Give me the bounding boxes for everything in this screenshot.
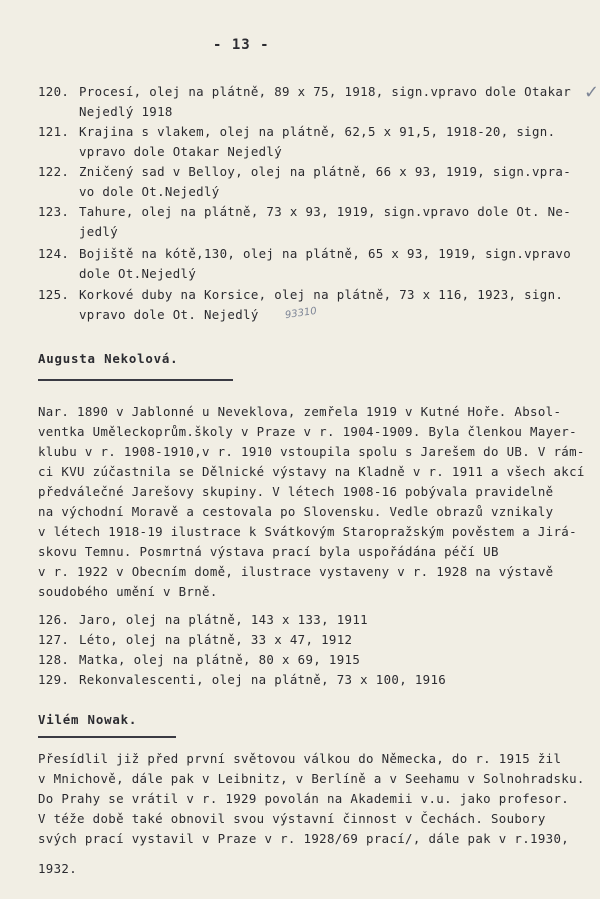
section-heading-nekolova: Augusta Nekolová. bbox=[38, 351, 179, 366]
section-heading-nowak: Vilém Nowak. bbox=[38, 712, 138, 727]
list-item-124-cont: dole Ot.Nejedlý bbox=[79, 266, 197, 281]
list-item-120: 120. Procesí, olej na plátně, 89 x 75, 1918, sign.vpravo dole Otakar bbox=[38, 84, 572, 99]
check-mark: ✓ bbox=[584, 82, 600, 103]
list-item-125-cont: vpravo dole Ot. Nejedlý bbox=[79, 307, 259, 322]
list-item-127: 127. Léto, olej na plátně, 33 x 47, 1912 bbox=[38, 632, 353, 647]
document-page: - 13 - 120. Procesí, olej na plátně, 89 x 75, 1918, sign.vpravo dole Otakar Nejedlý 1918 ✓ 121. Krajina s vlakem, olej na plátně, 62,5 x 91,5, 1918-20, sign. vpravo dole Otakar Nejedlý 122. Zničený sad v Belloy, olej na plátně, 66 x 93, 1919, sign.vpra- vo dole Ot.Nejedlý 123. Tahure, olej na plátně, 73 x 93, 1919, sign.vpravo dole Ot. Ne- jedlý 124. Bojiště na kótě,130, olej na plátně, 65 x 93, 1919, sign.vpravo dole Ot.Nejedlý 125. Korkové duby na Korsice, olej na plátně, 73 x 116, 1923, sign. vpravo dole Ot. Nejedlý 93310 Augusta Nekolová. Nar. 1890 v Jablonné u Neveklova, zemřela 1919 v Kutné Hoře. Absol- ventka Uměleckoprům.školy v Praze v r. 1904-1909. Byla členkou Mayer- klubu v r. 1908-1910,v r. 1910 vstoupila spolu s Jarešem do UB. V rám- ci KVU zúčastnila se Dělnické výstavy na Kladně v r. 1911 a všech akcí předválečné Jarešovy skupiny. V létech 1908-16 pobývala pravidelně na východní Moravě a cestovala po Slovensku. Vedle obrazů vznikaly v létech 1918-19 ilustrace k Svátkovým Staropražským pověstem a Jirá- skovu Temnu. Posmrtná výstava prací byla uspořádána péčí UB v r. 1922 v Obecním domě, ilustrace vystaveny v r. 1928 na výstavě soudobého umění v Brně. 126. Jaro, olej na plátně, 143 x 133, 1911 127. Léto, olej na plátně, 33 x 47, 1912 128. Matka, olej na plátně, 80 x 69, 1915 129. Rekonvalescenti, olej na plátně, 73 x 100, 1916 Vilém Nowak. Přesídlil již před první světovou válkou do Německa, do r. 1915 žil v Mnichově, dále pak v Leibnitz, v Berlíně a v Seehamu v Solnohradsku. Do Prahy se vrátil v r. 1929 povolán na Akademii v.u. jako profesor. V téže době také obnovil svou výstavní činnost v Čechách. Soubory svých prací vystavil v Praze v r. 1928/69 prací/, dále pak v r.1930, 1932. bbox=[38, 37, 600, 876]
list-item-122-cont: vo dole Ot.Nejedlý bbox=[79, 184, 220, 199]
list-item-121: 121. Krajina s vlakem, olej na plátně, 62,5 x 91,5, 1918-20, sign. bbox=[38, 124, 556, 139]
list-item-128: 128. Matka, olej na plátně, 80 x 69, 1915 bbox=[38, 652, 361, 667]
list-item-121-cont: vpravo dole Otakar Nejedlý bbox=[79, 144, 283, 159]
list-item-124: 124. Bojiště na kótě,130, olej na plátně, 65 x 93, 1919, sign.vpravo bbox=[38, 246, 572, 261]
list-item-123-cont: jedlý bbox=[79, 224, 119, 239]
heading-underline bbox=[38, 379, 233, 381]
list-item-120-cont: Nejedlý 1918 bbox=[79, 104, 173, 119]
heading-underline bbox=[38, 736, 176, 738]
list-item-122: 122. Zničený sad v Belloy, olej na plátně, 66 x 93, 1919, sign.vpra- bbox=[38, 164, 572, 179]
list-item-129: 129. Rekonvalescenti, olej na plátně, 73 x 100, 1916 bbox=[38, 672, 447, 687]
page-number: - 13 - bbox=[213, 37, 270, 53]
list-item-126: 126. Jaro, olej na plátně, 143 x 133, 1911 bbox=[38, 612, 368, 627]
list-item-123: 123. Tahure, olej na plátně, 73 x 93, 1919, sign.vpravo dole Ot. Ne- bbox=[38, 204, 572, 219]
list-item-125: 125. Korkové duby na Korsice, olej na plátně, 73 x 116, 1923, sign. bbox=[38, 287, 564, 302]
handwritten-note: 93310 bbox=[284, 305, 318, 322]
